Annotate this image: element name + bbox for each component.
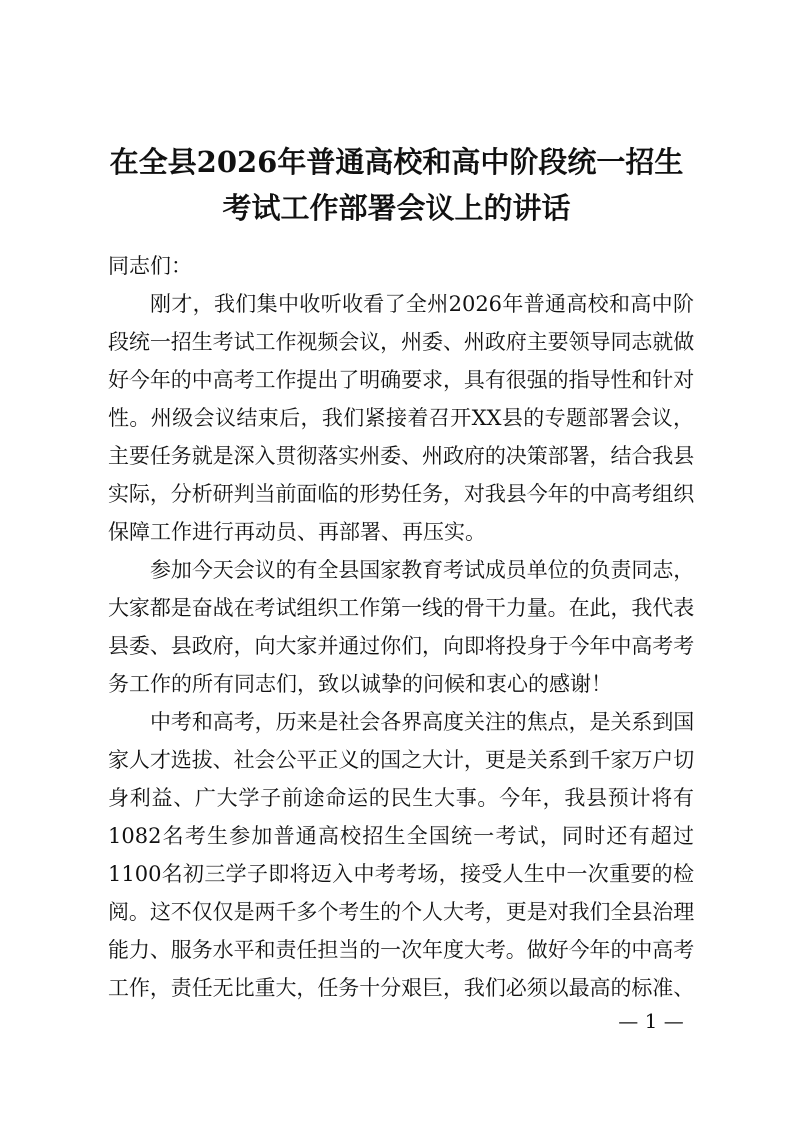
document-title-line-2: 考试工作部署会议上的讲话 xyxy=(222,191,571,225)
body-line: 县委、县政府，向大家并通过你们，向即将投身于今年中高考考 xyxy=(108,634,694,658)
body-line: 阅。这不仅仅是两千多个考生的个人大考，更是对我们全县治理 xyxy=(108,900,694,924)
body-line: 实际，分析研判当前面临的形势任务，对我县今年的中高考组织 xyxy=(108,482,694,506)
body-line: 保障工作进行再动员、再部署、再压实。 xyxy=(108,520,486,544)
body-line: 好今年的中高考工作提出了明确要求，具有很强的指导性和针对 xyxy=(108,368,694,392)
body-line: 身利益、广大学子前途命运的民生大事。今年，我县预计将有 xyxy=(108,786,694,810)
body-line: 刚才，我们集中收听收看了全州2026年普通高校和高中阶 xyxy=(150,292,694,316)
body-line: 段统一招生考试工作视频会议，州委、州政府主要领导同志就做 xyxy=(108,330,694,354)
body-line: 中考和高考，历来是社会各界高度关注的焦点，是关系到国 xyxy=(150,710,694,734)
body-line: 性。州级会议结束后，我们紧接着召开XX县的专题部署会议， xyxy=(108,406,694,430)
body-line: 主要任务就是深入贯彻落实州委、州政府的决策部署，结合我县 xyxy=(108,444,694,468)
body-line: 1100名初三学子即将迈入中考考场，接受人生中一次重要的检 xyxy=(108,862,694,886)
document-title-line-1: 在全县2026年普通高校和高中阶段统一招生 xyxy=(109,145,684,179)
body-line: 大家都是奋战在考试组织工作第一线的骨干力量。在此，我代表 xyxy=(108,596,694,620)
body-line: 工作，责任无比重大，任务十分艰巨，我们必须以最高的标准、 xyxy=(108,976,694,1000)
page-number: — 1 — xyxy=(618,1009,684,1033)
body-line: 能力、服务水平和责任担当的一次年度大考。做好今年的中高考 xyxy=(108,938,694,962)
body-line: 家人才选拔、社会公平正义的国之大计，更是关系到千家万户切 xyxy=(108,748,694,772)
body-line: 务工作的所有同志们，致以诚挚的问候和衷心的感谢！ xyxy=(108,672,612,696)
salutation: 同志们： xyxy=(108,254,192,278)
body-line: 参加今天会议的有全县国家教育考试成员单位的负责同志， xyxy=(150,558,694,582)
body-line: 1082名考生参加普通高校招生全国统一考试，同时还有超过 xyxy=(108,824,694,848)
